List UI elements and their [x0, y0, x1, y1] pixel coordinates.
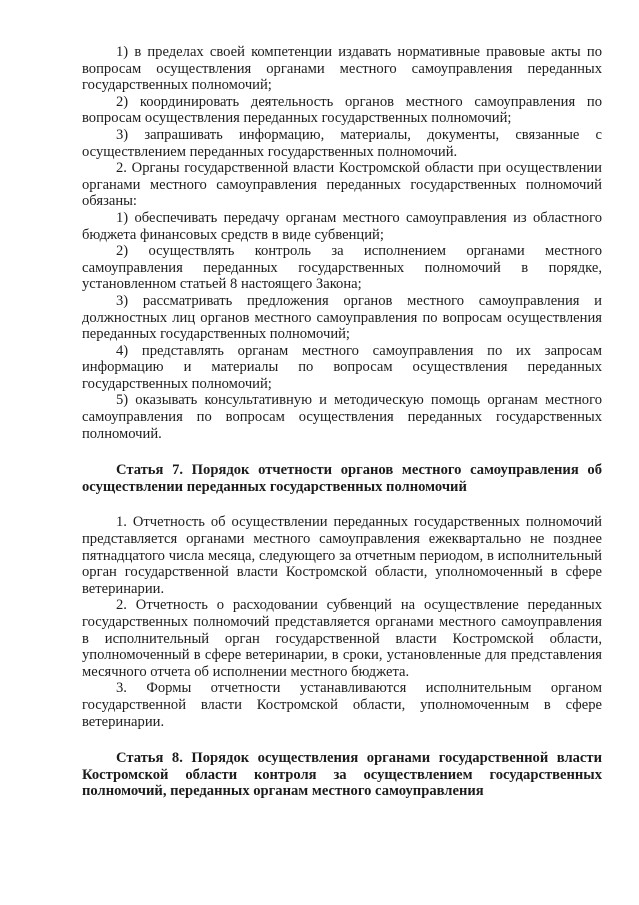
spacer: [82, 442, 602, 462]
clause-2: 2. Органы государственной власти Костромской области при осуществлении органами местного самоуправления переданных государственных полномочий обязаны:: [82, 160, 602, 210]
spacer: [82, 730, 602, 750]
article-7-heading: Статья 7. Порядок отчетности органов местного самоуправления об осуществлении переданных государственных полномочий: [82, 462, 602, 495]
list-item-2-3: 3) рассматривать предложения органов местного самоуправления и должностных лиц органов местного самоуправления по вопросам осуществления переданных государственных полномочий;: [82, 292, 602, 343]
article-7-paragraph-1: 1. Отчетность об осуществлении переданных государственных полномочий представляется органами местного самоуправления ежеквартально не позднее пятнадцатого числа месяца, следующего за отчетным периодом, в исполнительный орган государственной власти Костромской области, уполномоченный в сфере ветеринарии.: [82, 514, 602, 597]
list-item-2-2: 2) осуществлять контроль за исполнением органами местного самоуправления переданных государственных полномочий в порядке, установленном статьей 8 настоящего Закона;: [82, 243, 602, 293]
document-page: [82, 44, 602, 800]
article-7-paragraph-2: 2. Отчетность о расходовании субвенций на осуществление переданных государственных полномочий представляется органами местного самоуправления в исполнительный орган государственной власти Костромской области, уполномоченный в сфере ветеринарии, в сроки, установленные для представления месячного отчета об исполнении местного бюджета.: [82, 597, 602, 680]
article-7-paragraph-3: 3. Формы отчетности устанавливаются исполнительным органом государственной власти Костромской области, уполномоченным в сфере ветеринарии.: [82, 680, 602, 730]
list-item-3: 3) запрашивать информацию, материалы, документы, связанные с осуществлением переданных государственных полномочий.: [82, 126, 602, 160]
article-8-heading: Статья 8. Порядок осуществления органами государственной власти Костромской области контроля за осуществлением государственных полномочий, переданных органам местного самоуправления: [82, 750, 602, 800]
list-item-2: 2) координировать деятельность органов местного самоуправления по вопросам осуществления переданных государственных полномочий;: [82, 93, 602, 127]
list-item-2-4: 4) представлять органам местного самоуправления по их запросам информацию и материалы по вопросам осуществления переданных государственных полномочий;: [82, 342, 602, 392]
spacer: [82, 495, 602, 514]
list-item-2-5: 5) оказывать консультативную и методическую помощь органам местного самоуправления по вопросам осуществления переданных государственных полномочий.: [82, 392, 602, 442]
list-item-1: 1) в пределах своей компетенции издавать нормативные правовые акты по вопросам осуществления органами местного самоуправления переданных государственных полномочий;: [82, 44, 602, 94]
list-item-2-1: 1) обеспечивать передачу органам местного самоуправления из областного бюджета финансовых средств в виде субвенций;: [82, 209, 602, 243]
